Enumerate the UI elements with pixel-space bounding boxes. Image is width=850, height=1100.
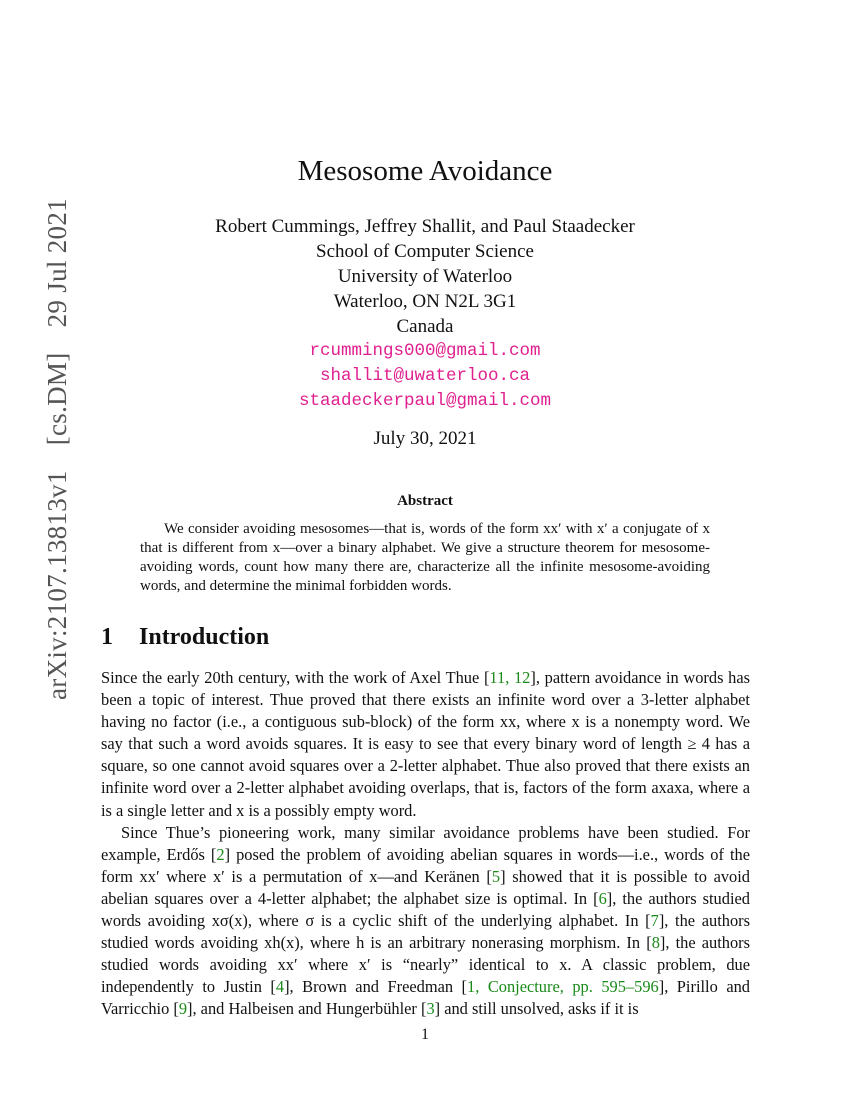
paper-date: July 30, 2021 — [373, 428, 477, 449]
abstract-heading: Abstract — [397, 493, 453, 509]
author-country: Canada — [396, 316, 454, 337]
email-link[interactable]: staadeckerpaul@gmail.com — [298, 391, 552, 411]
section-heading — [101, 624, 269, 651]
author-city: Waterloo, ON N2L 3G1 — [333, 291, 517, 312]
page-number: 1 — [421, 1026, 429, 1043]
abstract-text: We consider avoiding mesosomes—that is, words of the form xx′ with x′ a conjugate of x that is different from x—over a binary alphabet. We give a structure theorem for mesosome-avoiding words, count how many there are, characterize all the infinite mesosome-avoiding words, and determine the minimal forbidden words. — [140, 521, 710, 594]
author-university: University of Waterloo — [337, 266, 513, 287]
email-link[interactable]: shallit@uwaterloo.ca — [319, 366, 531, 386]
author-names: Robert Cummings, Jeffrey Shallit, and Paul Staadecker — [215, 216, 635, 237]
section-title: Introduction — [139, 624, 270, 650]
email-link[interactable]: rcummings000@gmail.com — [309, 341, 541, 361]
section-number: 1 — [101, 624, 113, 650]
arxiv-category: [cs.DM] — [42, 352, 72, 446]
body-text — [101, 667, 750, 1021]
paper-title: Mesosome Avoidance — [297, 155, 553, 187]
author-school: School of Computer Science — [316, 241, 534, 262]
author-block — [0, 214, 850, 414]
paragraph: Since the early 20th century, with the work of Axel Thue [11, 12], pattern avoidance in words has been a topic of interest. Thue proved that there exists an infinite word over a 3-letter alphabet having no factor (i.e., a contiguous sub-block) of the form xx, where x is a nonempty word. We say that such a word avoids squares. It is easy to see that every binary word of length ≥ 4 has a square, so one cannot avoid squares over a 2-letter alphabet. Thue also proved that there exists an infinite word over a 2-letter alphabet avoiding overlaps, that is, factors of the form axaxa, where a is a single letter and x is a possibly empty word. — [101, 668, 751, 820]
arxiv-date: 29 Jul 2021 — [42, 198, 72, 328]
arxiv-id: arXiv:2107.13813v1 — [42, 470, 72, 700]
paragraph: Since Thue’s pioneering work, many similar avoidance problems have been studied. For example, Erdős [2] posed the problem of avoiding abelian squares in words—i.e., words of the form xx′ where x′ is a permutation of x—and Keränen [5] showed that it is possible to avoid abelian squares over a 4-letter alphabet; the alphabet size is optimal. In [6], the authors studied words avoiding xσ(x), where σ is a cyclic shift of the underlying alphabet. In [7], the authors studied words avoiding xh(x), where h is an arbitrary nonerasing morphism. In [8], the authors studied words avoiding xx′ where x′ is “nearly” identical to x. A classic problem, due independently to Justin [4], Brown and Freedman [1, Conjecture, pp. 595–596], Pirillo and Varricchio [9], and Halbeisen and Hungerbühler [3] and still unsolved, asks if it is — [101, 822, 751, 1019]
